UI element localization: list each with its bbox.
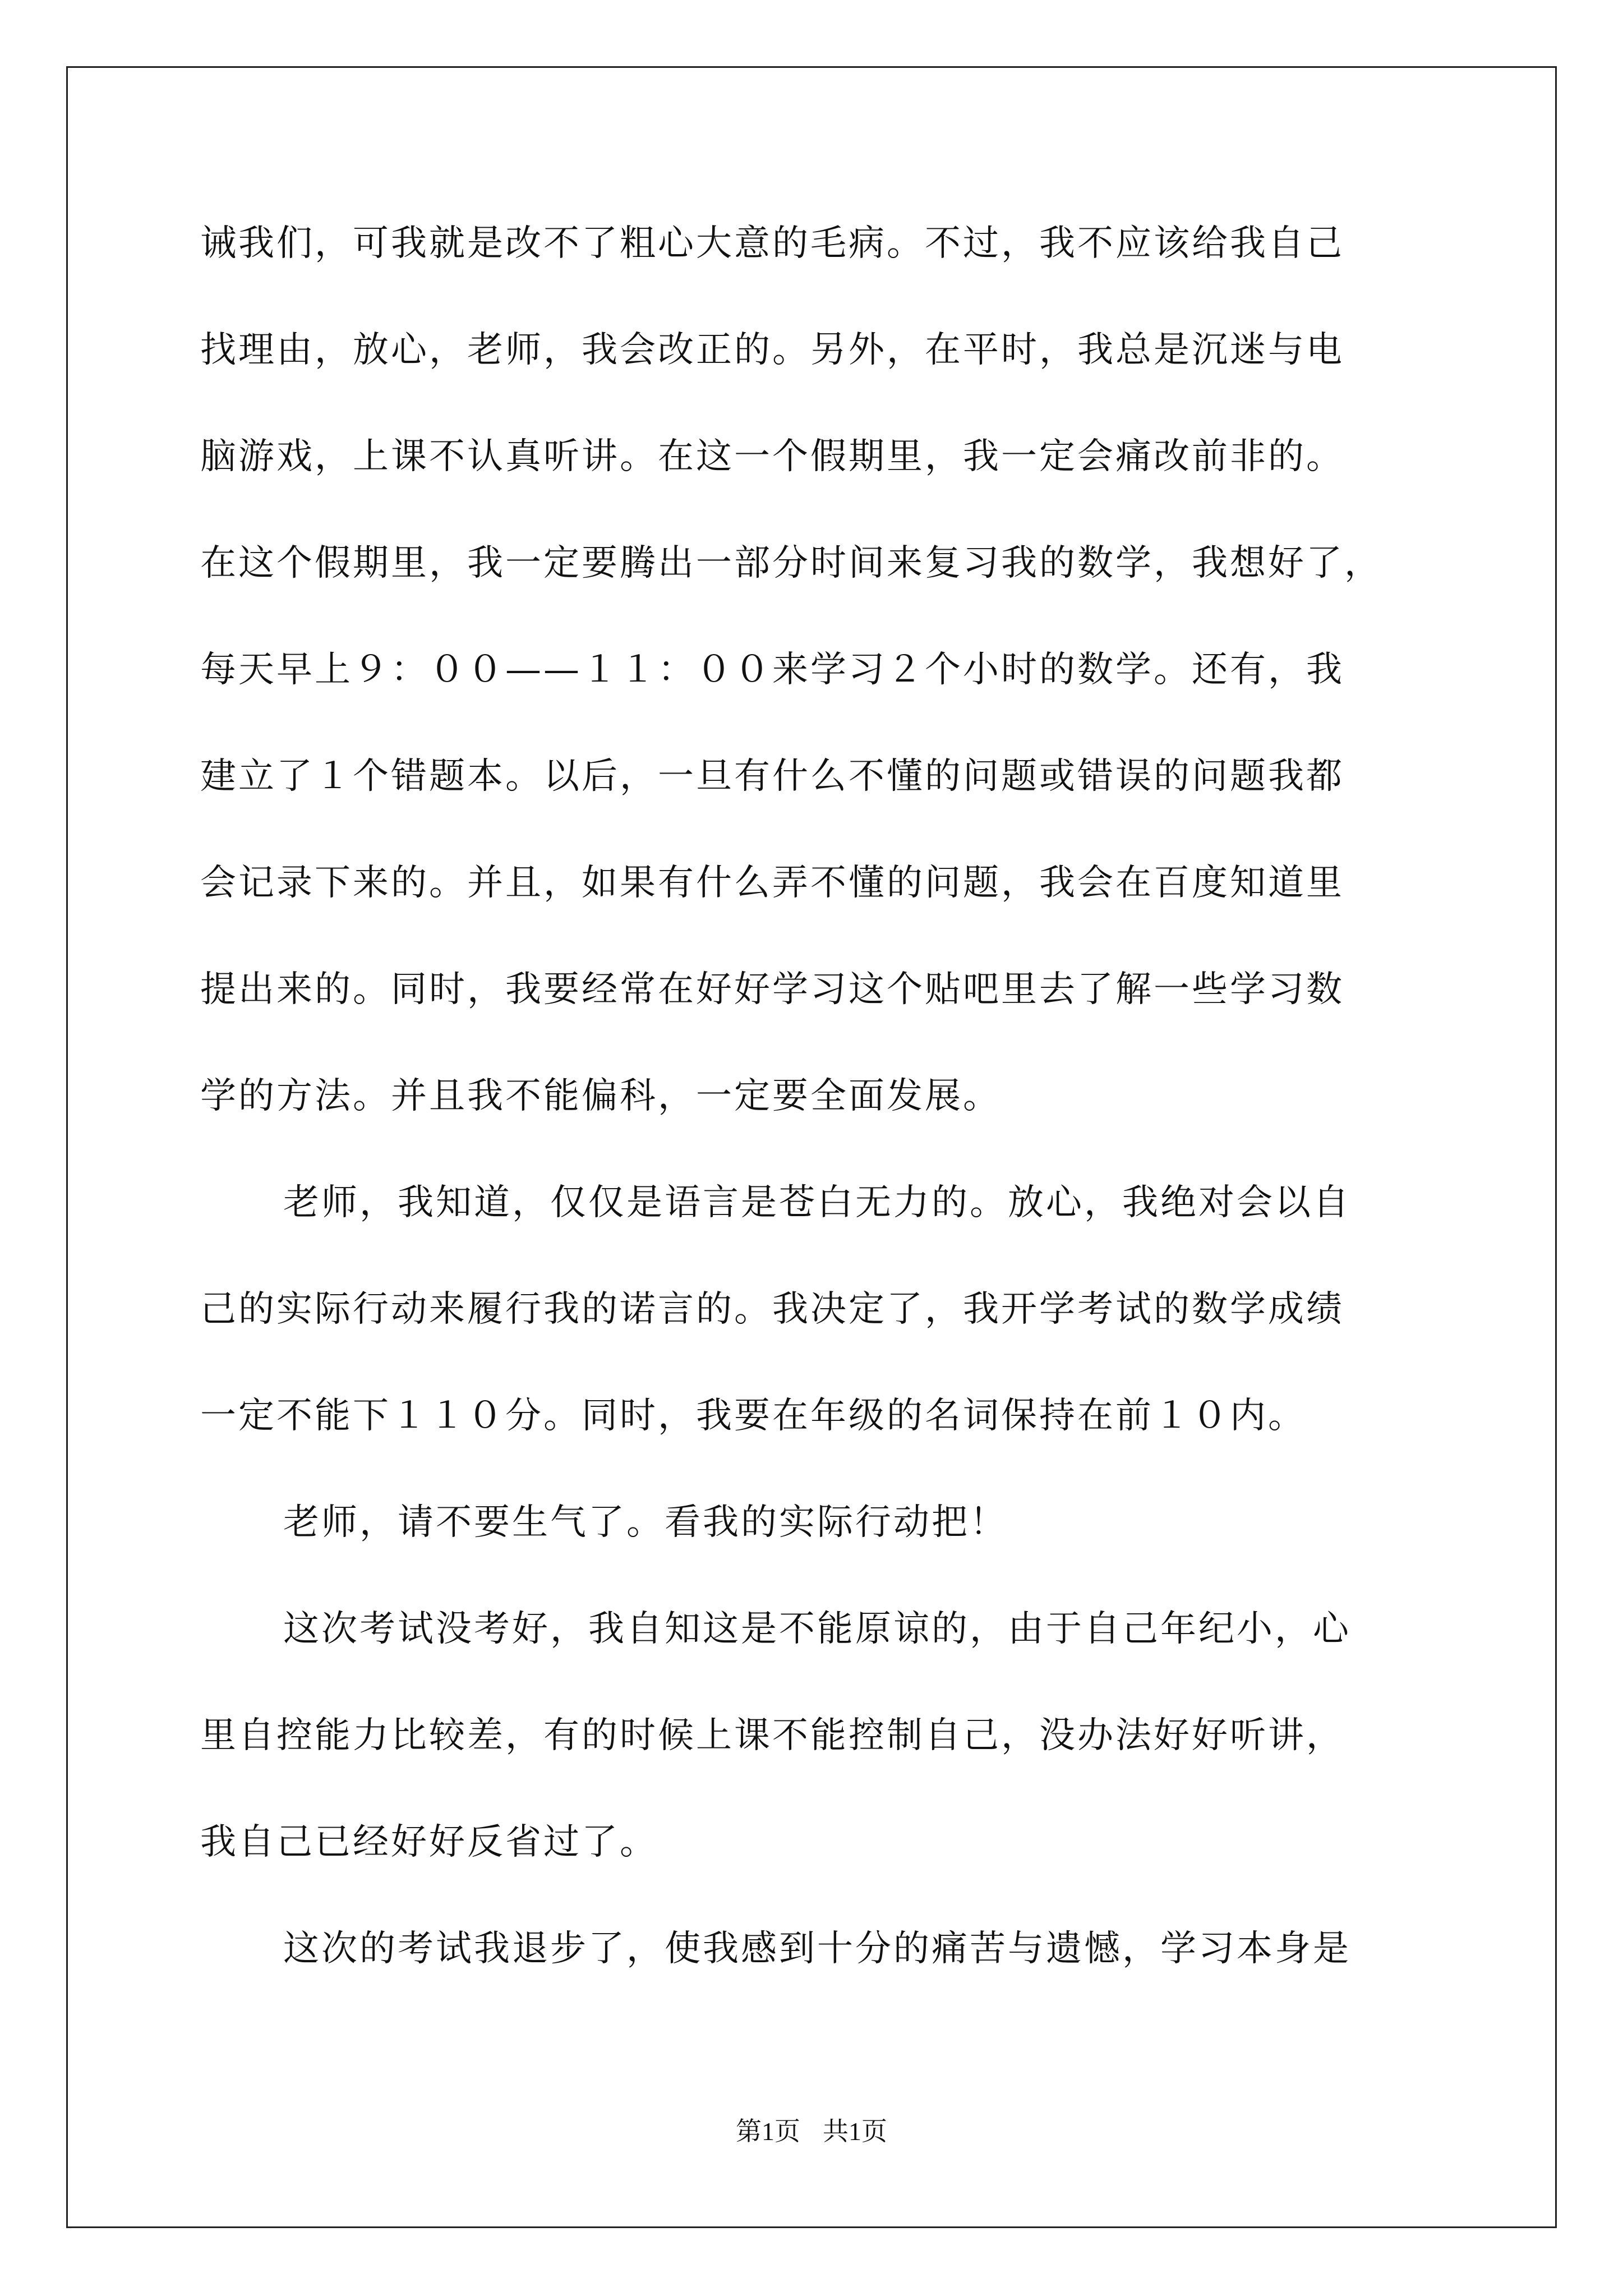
text-line: 每天早上９：００——１１：００来学习２个小时的数学。还有，我: [200, 649, 1344, 691]
paragraph-first-line: 老师，请不要生气了。看我的实际行动把！: [283, 1502, 1008, 1543]
text-line: 一定不能下１１０分。同时，我要在年级的名词保持在前１０内。: [200, 1395, 1306, 1437]
text-line: 己的实际行动来履行我的诺言的。我决定了，我开学考试的数学成绩: [200, 1289, 1344, 1330]
paragraph-first-line: 这次考试没考好，我自知这是不能原谅的，由于自己年纪小，心: [283, 1608, 1351, 1650]
text-line: 提出来的。同时，我要经常在好好学习这个贴吧里去了解一些学习数: [200, 969, 1344, 1010]
page-footer: [0, 2116, 1623, 2147]
text-line: 会记录下来的。并且，如果有什么弄不懂的问题，我会在百度知道里: [200, 862, 1344, 904]
paragraph-first-line: 这次的考试我退步了，使我感到十分的痛苦与遗憾，学习本身是: [283, 1928, 1351, 1970]
text-line: 在这个假期里，我一定要腾出一部分时间来复习我的数学，我想好了，: [200, 542, 1382, 584]
text-line: 找理由，放心，老师，我会改正的。另外，在平时，我总是沉迷与电: [200, 329, 1344, 371]
text-line: 我自己已经好好反省过了。: [200, 1821, 658, 1863]
text-line: 脑游戏，上课不认真听讲。在这一个假期里，我一定会痛改前非的。: [200, 436, 1344, 477]
text-line: 学的方法。并且我不能偏科，一定要全面发展。: [200, 1075, 1001, 1117]
text-line: 建立了１个错题本。以后，一旦有什么不懂的问题或错误的问题我都: [200, 756, 1344, 797]
page-total: 共1页: [823, 2117, 887, 2146]
text-line: 诫我们，可我就是改不了粗心大意的毛病。不过，我不应该给我自己: [200, 223, 1344, 264]
page-number: 第1页: [736, 2117, 800, 2146]
page-border: [66, 66, 1557, 2228]
paragraph-first-line: 老师，我知道，仅仅是语言是苍白无力的。放心，我绝对会以自: [283, 1182, 1351, 1223]
text-line: 里自控能力比较差，有的时候上课不能控制自己，没办法好好听讲，: [200, 1715, 1344, 1756]
